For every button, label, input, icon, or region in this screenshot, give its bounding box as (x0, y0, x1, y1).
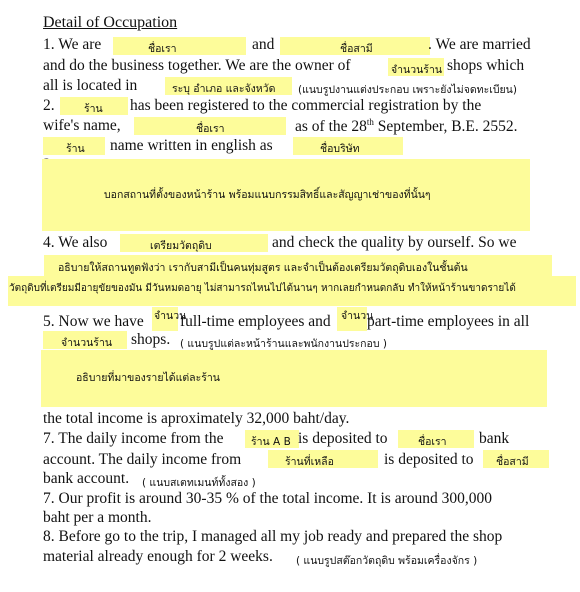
placeholder-husband-account: ชื่อสามี (496, 456, 529, 468)
placeholder-husband-name: ชื่อสามี (340, 43, 373, 55)
placeholder-income-source: อธิบายที่มาของรายได้แต่ละร้าน (76, 372, 220, 384)
placeholder-shop-name-2: ร้าน (66, 143, 85, 155)
p2-line1: has been registered to the commercial registration by the (130, 97, 482, 114)
p1-and: and (252, 36, 275, 53)
p2-line3: name written in english as (110, 137, 273, 154)
placeholder-our-name: ชื่อเรา (148, 43, 177, 55)
p1-start: 1. We are (43, 36, 102, 53)
p7a-line2: account. The daily income from (43, 451, 242, 468)
placeholder-shop-name: ร้าน (84, 103, 103, 115)
p1-line3: all is located in (43, 77, 138, 94)
p7b-line1: 7. Our profit is around 30-35 % of the total income. It is around 300,000 (43, 490, 492, 507)
placeholder-explain-1: อธิบายให้สถานทูตฟังว่า เรากับสามีเป็นคนทุ่มสูตร และจำเป็นต้องเตรียมวัตถุดิบเองในชั้นต้น (58, 262, 468, 274)
placeholder-company-name: ชื่อบริษัท (320, 143, 360, 155)
p7b-line2: baht per a month. (43, 509, 152, 526)
p8-line2: material already enough for 2 weeks. (43, 548, 273, 565)
p5-parttime: part-time employees in all (367, 313, 530, 330)
p2-date: as of the 28th September, B.E. 2552. (295, 117, 518, 136)
p7a-start: 7. The daily income from the (43, 430, 224, 447)
placeholder-fulltime-count: จำนวน (154, 310, 187, 322)
p2-start: 2. (43, 97, 55, 114)
placeholder-other-shops: ร้านที่เหลือ (285, 456, 334, 468)
placeholder-wife-name: ชื่อเรา (196, 123, 225, 135)
p5-shops: shops. (131, 331, 171, 348)
placeholder-shops-count: จำนวนร้าน (61, 337, 113, 349)
placeholder-prepare-material: เตรียมวัตถุดิบ (150, 240, 212, 252)
placeholder-location: ระบุ อำเภอ และจังหวัด (172, 83, 276, 95)
p4-line1: and check the quality by ourself. So we (272, 234, 517, 251)
p2-line2: wife's name, (43, 117, 121, 134)
p7a-deposit: is deposited to (298, 430, 388, 447)
placeholder-explain-2: วัตถุดิบที่เตรียมมีอายุขัยของมัน มีวันหมดอายุ ไม่สามารถไหนไปได้นานๆ หากเลยกำหนดกลับ ทำให้หน้าร้านขาดรายได้ (9, 283, 516, 294)
p4-start: 4. We also (43, 234, 108, 251)
p5-fulltime: full-time employees and (180, 313, 331, 330)
p8-note: ( แนบรูปสต๊อกวัตถุดิบ พร้อมเครื่องจักร ) (296, 555, 478, 567)
document-title: Detail of Occupation (43, 14, 178, 31)
p7a-line3: bank account. (43, 470, 130, 487)
p1-line2: and do the business together. We are the owner of (43, 57, 351, 74)
p7a-line2-deposit: is deposited to (384, 451, 474, 468)
p5-note: ( แนบรูปแต่ละหน้าร้านและพนักงานประกอบ ) (180, 338, 387, 350)
highlight-our-name (113, 37, 246, 55)
p5-start: 5. Now we have (43, 313, 144, 330)
p8-line1: 8. Before go to the trip, I managed all my job ready and prepared the shop (43, 528, 503, 545)
placeholder-shop-location: บอกสถานที่ตั้งของหน้าร้าน พร้อมแนบกรรมสิทธิ์และสัญญาเช่าของที่นั้นๆ (104, 189, 431, 201)
placeholder-shop-ab: ร้าน A B (251, 436, 291, 448)
p7a-bank: bank (479, 430, 510, 447)
placeholder-shop-count: จำนวนร้าน (391, 64, 443, 76)
p7a-note: ( แนบสเตทเมนท์ทั้งสอง ) (142, 477, 256, 489)
placeholder-parttime-count: จำนวน (341, 310, 374, 322)
p1-note: (แนบรูปงานแต่งประกอบ เพราะยังไม่จดทะเบียน) (298, 84, 517, 96)
p1-married: . We are married (428, 36, 531, 53)
p1-line2-end: shops which (447, 57, 525, 74)
placeholder-our-account: ชื่อเรา (418, 436, 447, 448)
p6-total-income: the total income is aproximately 32,000 baht/day. (43, 410, 350, 427)
